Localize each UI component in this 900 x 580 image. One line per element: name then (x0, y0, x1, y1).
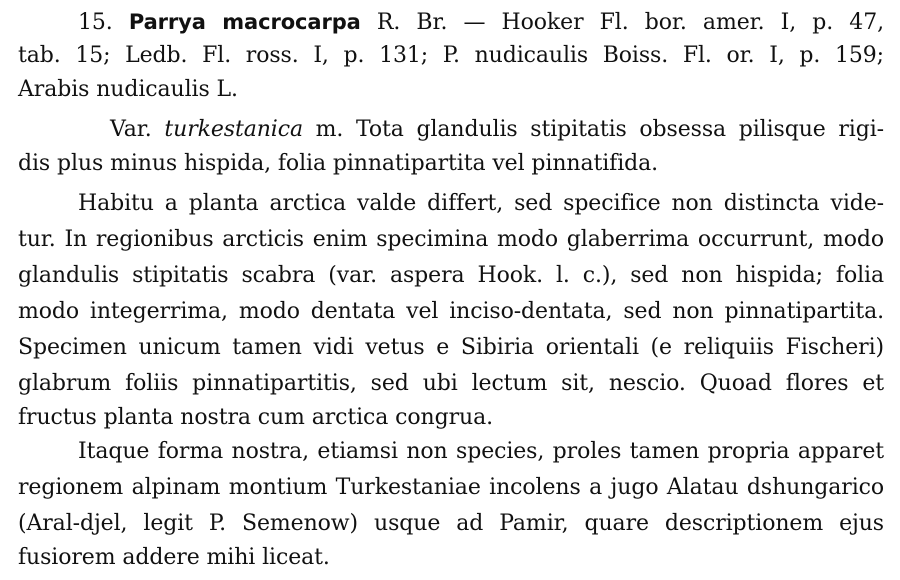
variety-name: turkestanica (164, 117, 303, 142)
variety-prefix: Var. (110, 117, 152, 142)
entry-line-2: tab. 15; Ledb. Fl. ross. I, p. 131; P. nudicaulis Boiss. Fl. or. I, p. 159; (18, 43, 884, 68)
entry-line-1 (78, 8, 884, 37)
citation-text: R. Br. — Hooker Fl. bor. amer. I, p. 47, (376, 10, 884, 35)
paragraph1-line: Habitu a planta arctica valde differt, sed specifice non distincta vide- (78, 191, 884, 216)
entry-line-3: Arabis nudicaulis L. (18, 77, 238, 102)
entry-number: 15. (78, 10, 113, 35)
paragraph1-line: Specimen unicum tamen vidi vetus e Sibiria orientali (e reliquiis Fischeri) (18, 335, 884, 360)
paragraph2-line: (Aral-djel, legit P. Semenow) usque ad Pamir, quare descriptionem ejus (18, 511, 884, 536)
variety-line-2: dis plus minus hispida, folia pinnatipartita vel pinnatifida. (18, 151, 659, 176)
species-name: Parrya macrocarpa (128, 10, 361, 34)
variety-line-1 (110, 116, 884, 144)
variety-description: m. Tota glandulis stipitatis obsessa pilisque rigi- (315, 117, 884, 142)
paragraph1-line: fructus planta nostra cum arctica congrua. (18, 405, 493, 430)
paragraph1-line: modo integerrima, modo dentata vel inciso-dentata, sed non pinnatipartita. (18, 299, 884, 324)
paragraph2-line: Itaque forma nostra, etiamsi non species, proles tamen propria apparet (78, 439, 884, 464)
paragraph1-line: glabrum foliis pinnatipartitis, sed ubi lectum sit, nescio. Quoad flores et (18, 371, 884, 396)
paragraph2-line: fusiorem addere mihi liceat. (18, 545, 330, 570)
paragraph1-line: glandulis stipitatis scabra (var. aspera Hook. l. c.), sed non hispida; folia (18, 263, 884, 288)
paragraph1-line: tur. In regionibus arcticis enim specimina modo glaberrima occurrunt, modo (18, 227, 884, 252)
paragraph2-line: regionem alpinam montium Turkestaniae incolens a jugo Alatau dshungarico (18, 475, 884, 500)
